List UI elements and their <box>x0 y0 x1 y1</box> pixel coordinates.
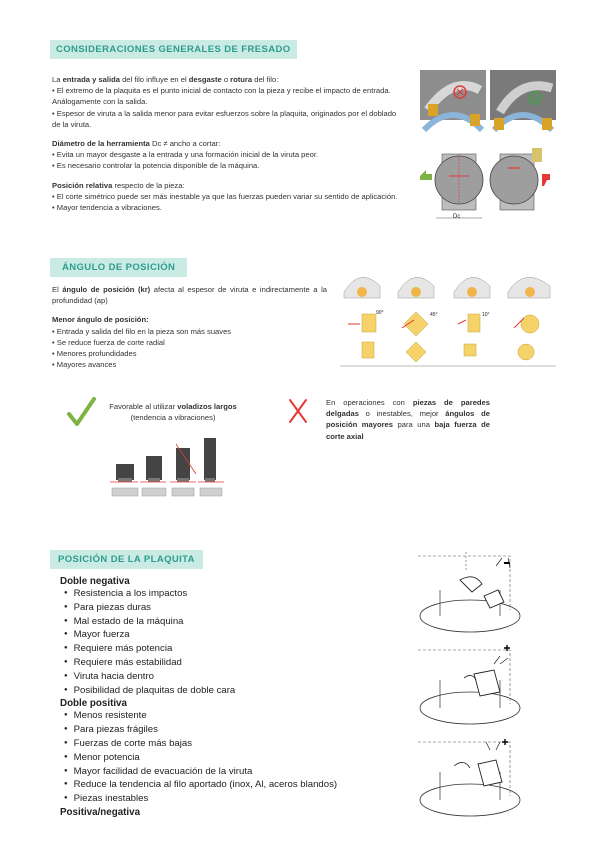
angle-label-90: 90° <box>376 310 384 316</box>
diameter-title: Diámetro de la herramienta <box>52 139 150 149</box>
check-icon <box>66 396 96 428</box>
angle-label-45: 45° <box>430 312 438 318</box>
doble-negativa-list <box>60 588 400 698</box>
bold-run: ángulo de posición (kr) <box>62 285 151 294</box>
bullet-text: • Evita un mayor desgaste a la entrada y una formación inicial de la viruta peor. <box>52 150 319 160</box>
list-item: ● Posibilidad de plaquitas de doble cara <box>64 685 400 699</box>
list-item: ● Viruta hacia dentro <box>64 671 400 685</box>
angle-text <box>52 284 327 370</box>
angle-subtitle: Menor ángulo de posición: <box>52 315 149 325</box>
list-item: ● Requiere más estabilidad <box>64 657 400 671</box>
bold-run: ángulos de posición mayores <box>326 409 490 430</box>
positive-negative-sketch <box>410 736 522 822</box>
bullet-text: • Es necesario controlar la potencia disponible de la máquina. <box>52 161 260 171</box>
text-run: afecta al espesor de viruta e indirectamente a la profundidad (ap) <box>52 285 327 306</box>
bold-run: piezas de paredes delgadas <box>326 398 490 419</box>
insert-wear-photo-bad <box>420 70 486 132</box>
bold-run: baja fuerza de corte axial <box>326 420 490 441</box>
section-header-plaquita: POSICIÓN DE LA PLAQUITA <box>50 550 203 569</box>
bold-run: entrada y salida <box>62 75 120 84</box>
bullet-text: • El extremo de la plaquita es el punto inicial de contacto con la pieza y recibe el impacto de entrada. Análogamente con la salida. <box>52 86 391 107</box>
unfavorable-text <box>326 397 490 442</box>
text-run: o inestables, mejor <box>358 409 446 419</box>
list-item: ● Menos resistente <box>64 710 400 724</box>
double-negative-sketch <box>410 550 522 636</box>
general-text <box>52 74 402 213</box>
relative-title: Posición relativa <box>52 180 113 190</box>
bold-run: rotura <box>230 75 253 84</box>
list-item: ● Mayor facilidad de evacuación de la viruta <box>64 766 400 780</box>
positiva-negativa-title: Positiva/negativa <box>60 806 141 818</box>
text-run: (tendencia a vibraciones) <box>130 413 216 423</box>
text-run: respecto de la pieza: <box>112 180 185 190</box>
bullet-text: • El corte simétrico puede ser más inestable ya que las fuerzas pueden variar su sentido de aplicación. <box>52 191 398 201</box>
list-item: ● Requiere más potencia <box>64 643 400 657</box>
bullet-text: • Menores profundidades <box>52 349 137 359</box>
doble-positiva-title: Doble positiva <box>60 698 127 710</box>
bullet-text: • Mayor tendencia a vibraciones. <box>52 203 162 213</box>
overhang-tools-image <box>108 434 228 498</box>
section-header-angle: ÁNGULO DE POSICIÓN <box>50 258 187 277</box>
plaquita-lists <box>60 576 400 819</box>
bold-run: desgaste <box>188 75 222 84</box>
list-item: ● Mal estado de la máquina <box>64 616 400 630</box>
text-run: o <box>221 75 231 84</box>
bullet-text: • Se reduce fuerza de corte radial <box>52 337 165 347</box>
section-header-general: CONSIDERACIONES GENERALES DE FRESADO <box>50 40 297 59</box>
bullet-text: • Espesor de viruta a la salida menor para evitar esfuerzos sobre la plaquita, originados por el doblado de la viruta. <box>52 108 397 129</box>
bullet-text: • Entrada y salida del filo en la pieza son más suaves <box>52 326 232 336</box>
dc-label: Dc <box>453 214 461 220</box>
list-item: ● Resistencia a los impactos <box>64 588 400 602</box>
double-positive-sketch <box>410 644 522 730</box>
list-item: ● Reduce la tendencia al filo aportado (inox, Al, aceros blandos) <box>64 779 400 793</box>
bullet-text: • Mayores avances <box>52 360 117 370</box>
text-run: del filo influye en el <box>119 75 189 84</box>
angle-label-10: 10° <box>482 312 490 318</box>
list-item: ● Mayor fuerza <box>64 629 400 643</box>
text-run: El <box>52 285 63 294</box>
list-item: ● Piezas inestables <box>64 793 400 807</box>
text-run: En operaciones con <box>326 398 413 407</box>
bold-run: voladizos largos <box>177 402 237 411</box>
text-run: del filo: <box>252 75 279 84</box>
cutter-position-diagram <box>416 148 556 228</box>
text-run: Favorable al utilizar <box>109 402 178 411</box>
list-item: ● Menor potencia <box>64 752 400 766</box>
text-run: La <box>52 75 63 84</box>
favorable-text <box>98 401 248 423</box>
insert-wear-photo-good <box>490 70 556 132</box>
approach-angle-diagrams <box>340 262 556 374</box>
list-item: ● Fuerzas de corte más bajas <box>64 738 400 752</box>
cross-icon <box>286 396 310 426</box>
list-item: ● Para piezas frágiles <box>64 724 400 738</box>
list-item: ● Para piezas duras <box>64 602 400 616</box>
doble-negativa-title: Doble negativa <box>60 576 130 587</box>
doble-positiva-list <box>60 710 400 807</box>
text-run: para una <box>393 420 435 430</box>
text-run: Dc ≠ ancho a cortar: <box>149 139 221 149</box>
